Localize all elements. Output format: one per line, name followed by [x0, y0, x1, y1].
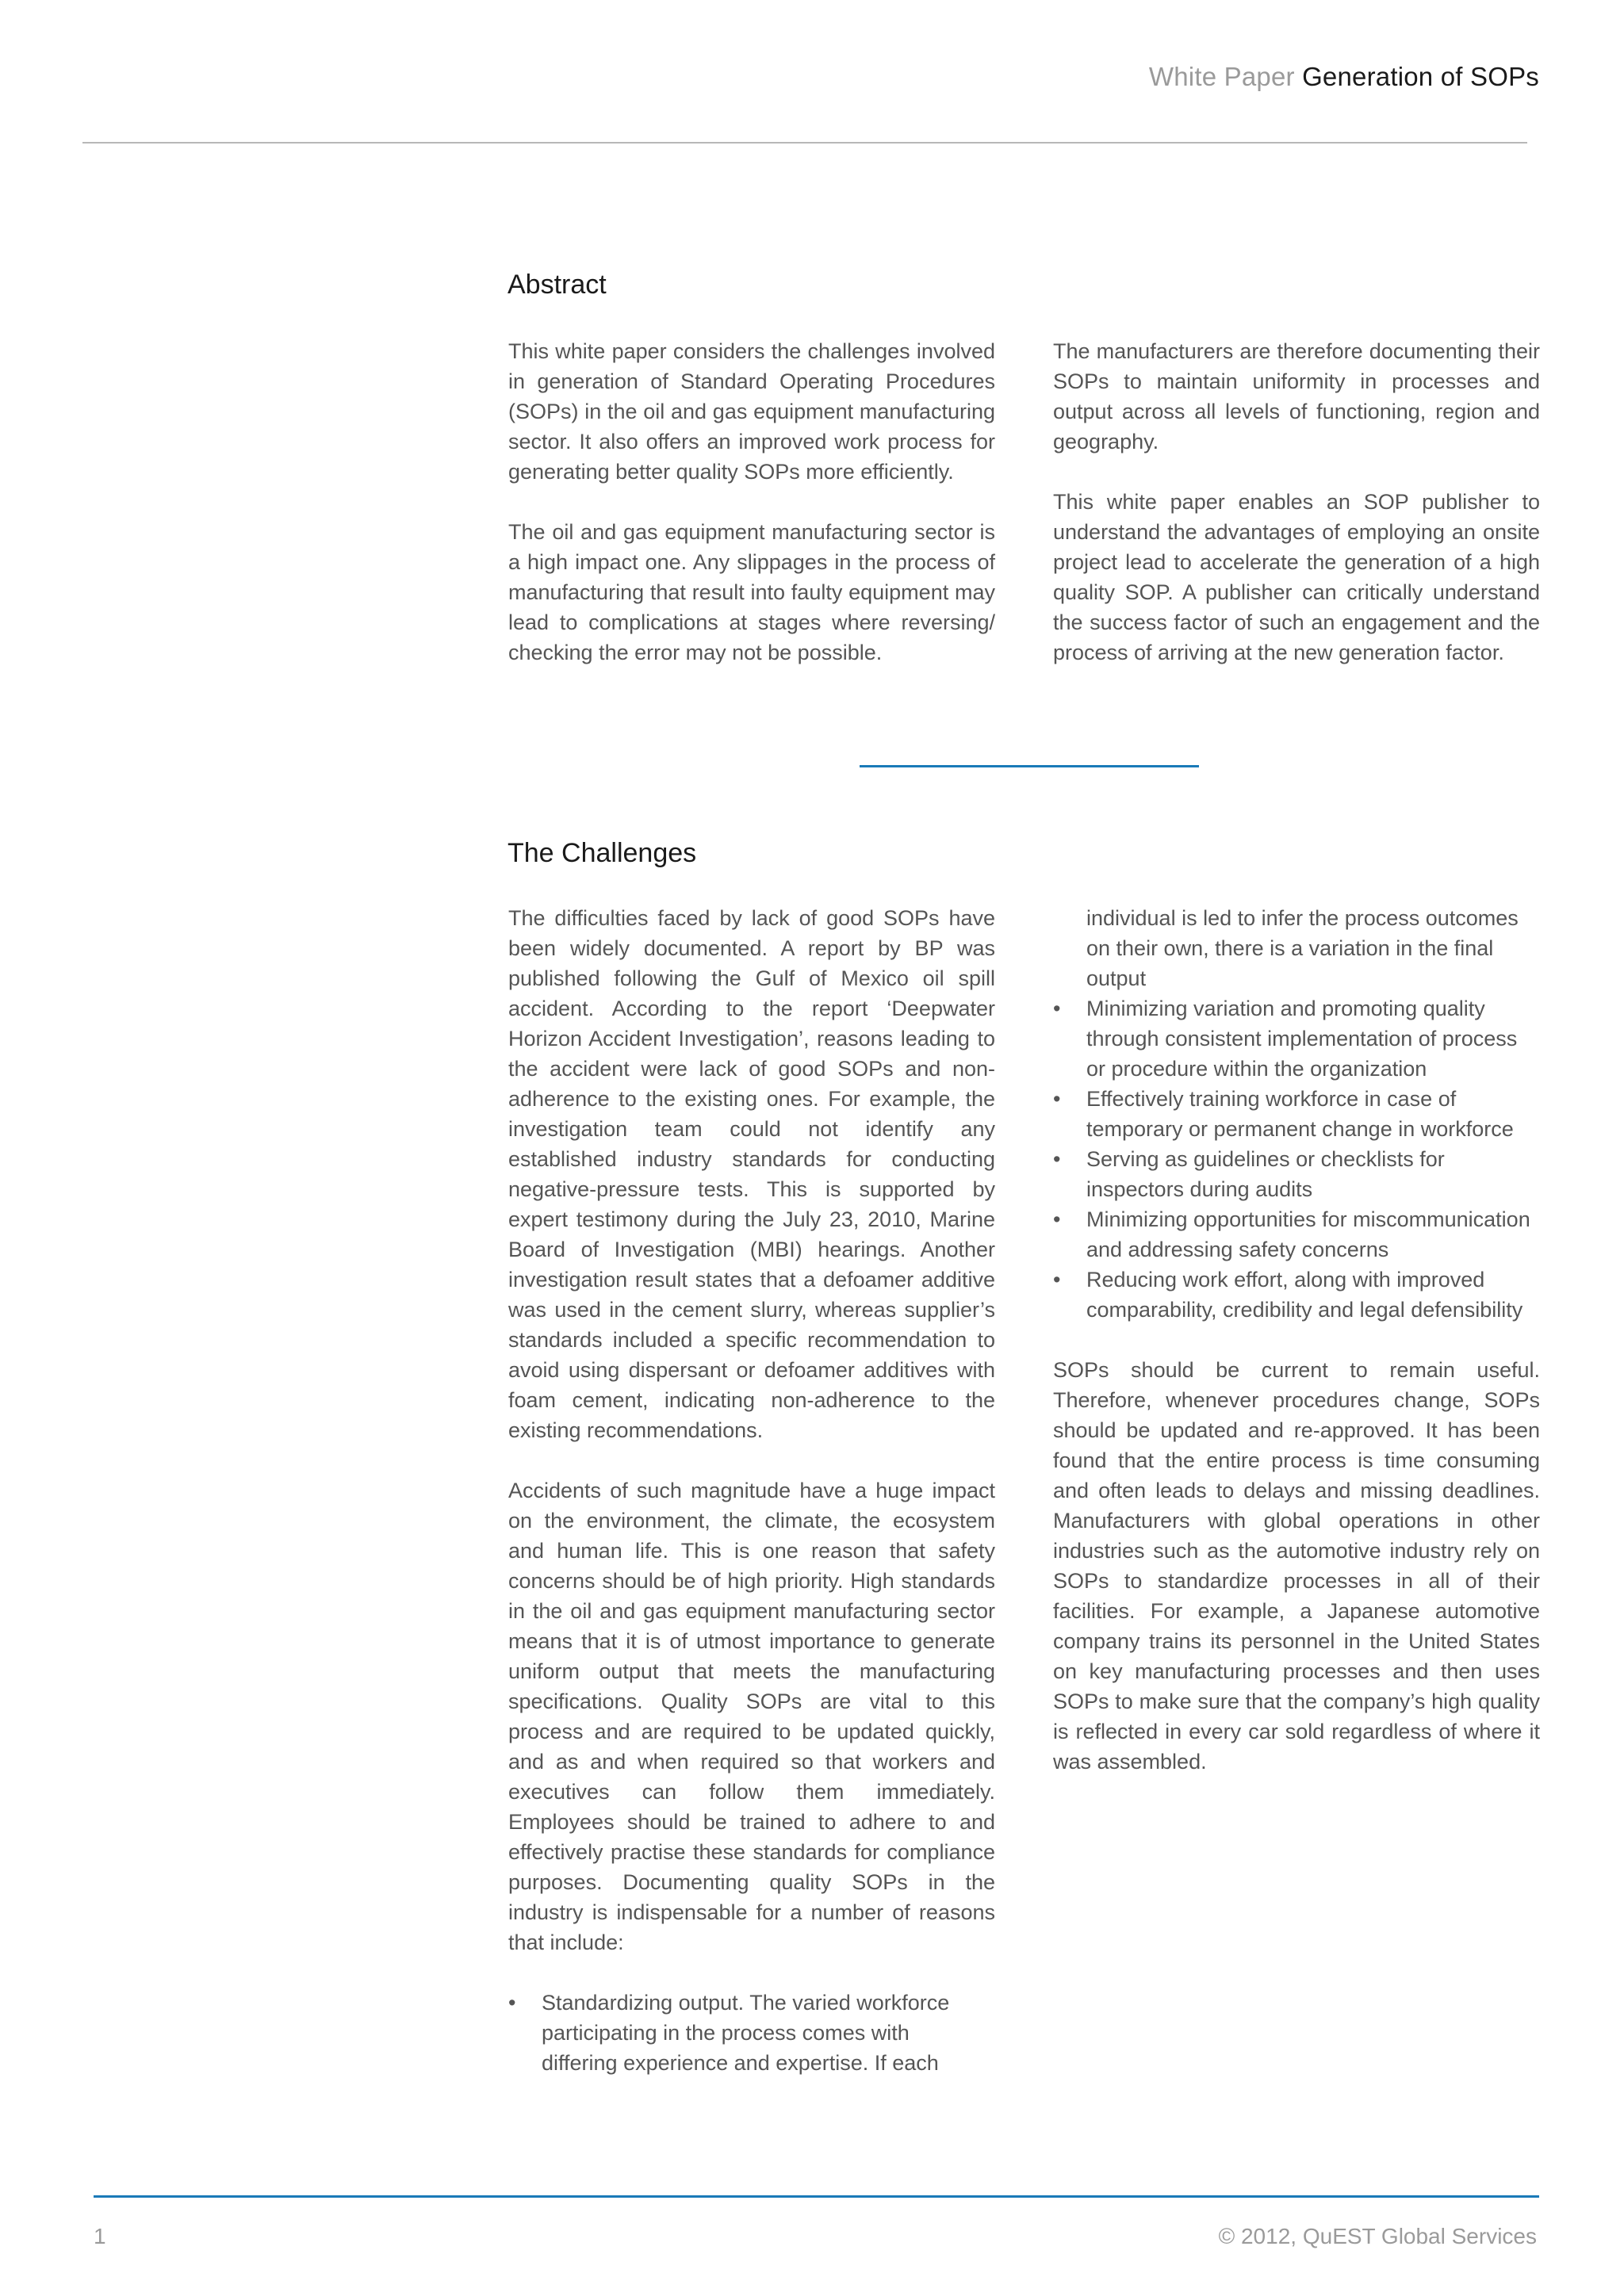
list-item-continuation: individual is led to infer the process outcomes on their own, there is a variation in the final output [1086, 906, 1519, 990]
list-item: • Serving as guidelines or checklists for inspectors during audits [1053, 1144, 1540, 1204]
header-divider [82, 142, 1527, 144]
abstract-heading: Abstract [508, 270, 607, 300]
section-divider [860, 765, 1199, 767]
abstract-paragraph: The oil and gas equipment manufacturing sector is a high impact one. Any slippages in the process of manufacturing that result into faulty equipment may lead to complications at stages where reversing/ checking the error may not be possible. [508, 520, 995, 664]
challenges-paragraph: Accidents of such magnitude have a huge impact on the environment, the climate, the ecosystem and human life. This is one reason that safety concerns should be of high priority. High standards in the oil and gas equipment manufacturing sector means that it is of utmost importance to generate uniform output that meets the manufacturing specifications. Quality SOPs are vital to this process and are required to be updated quickly, and as and when required so that workers and executives can follow them immediately. Employees should be trained to adhere to and effectively practise these standards for compliance purposes. Documenting quality SOPs in the industry is indispensable for a number of reasons that include: [508, 1479, 995, 1954]
list-item: • Standardizing output. The varied workforce participating in the process comes with differing experience and expertise. If each [508, 1988, 995, 2078]
challenges-paragraph: The difficulties faced by lack of good SOPs have been widely documented. A report by BP was published following the Gulf of Mexico oil spill accident. According to the report ‘Deepwater Horizon Accident Investigation’, reasons leading to the accident were lack of good SOPs and non-adherence to the existing ones. For example, the investigation team could not identify any established industry standards for conducting negative-pressure tests. This is supported by expert testimony during the July 23, 2010, Marine Board of Investigation (MBI) hearings. Another investigation result states that a defoamer additive was used in the cement slurry, whereas supplier’s standards included a specific recommendation to avoid using dispersant or defoamer additives with foam cement, indicating non-adherence to the existing recommendations. [508, 906, 995, 1442]
spacer [1053, 1325, 1540, 1355]
abstract-paragraph: The manufacturers are therefore documenting their SOPs to maintain uniformity in processes and output across all levels of functioning, region and geography. [1053, 339, 1540, 453]
list-item: • Minimizing opportunities for miscommunication and addressing safety concerns [1053, 1204, 1540, 1265]
page-number: 1 [94, 2224, 106, 2248]
reasons-list [508, 1988, 995, 2078]
list-item: • Effectively training workforce in case of temporary or permanent change in workforce [1053, 1084, 1540, 1144]
list-item: • Minimizing variation and promoting quality through consistent implementation of process or procedure within the organization [1053, 993, 1540, 1084]
challenges-heading: The Challenges [508, 838, 697, 868]
copyright-notice: © 2012, QuEST Global Services [1218, 2224, 1537, 2248]
abstract-right-column [1053, 336, 1540, 668]
abstract-paragraph: This white paper enables an SOP publisher to understand the advantages of employing an onsite project lead to accelerate the generation of a high quality SOP. A publisher can critically understand the success factor of such an engagement and the process of arriving at the new generation factor. [1053, 490, 1540, 664]
list-item: • Reducing work effort, along with improved comparability, credibility and legal defensibility [1053, 1265, 1540, 1325]
running-header [1149, 62, 1539, 92]
challenges-paragraph: SOPs should be current to remain useful. Therefore, whenever procedures change, SOPs should be updated and re-approved. It has been found that the entire process is time consuming and often leads to delays and missing deadlines. Manufacturers with global operations in other industries such as the automotive industry rely on SOPs to standardize processes in all of their facilities. For example, a Japanese automotive company trains its personnel in the United States on key manufacturing processes and then uses SOPs to make sure that the company’s high quality is reflected in every car sold regardless of where it was assembled. [1053, 1358, 1540, 1774]
header-doc-type: White Paper [1148, 62, 1295, 91]
challenges-right-column [1053, 903, 1540, 1777]
footer-divider [94, 2195, 1539, 2198]
abstract-paragraph: This white paper considers the challenges involved in generation of Standard Operating Procedures (SOPs) in the oil and gas equipment manufacturing sector. It also offers an improved work process for generating better quality SOPs more efficiently. [508, 339, 995, 484]
challenges-left-column [508, 903, 995, 2078]
reasons-list-continued [1053, 993, 1540, 1325]
abstract-left-column [508, 336, 995, 668]
header-doc-title: Generation of SOPs [1302, 62, 1539, 91]
